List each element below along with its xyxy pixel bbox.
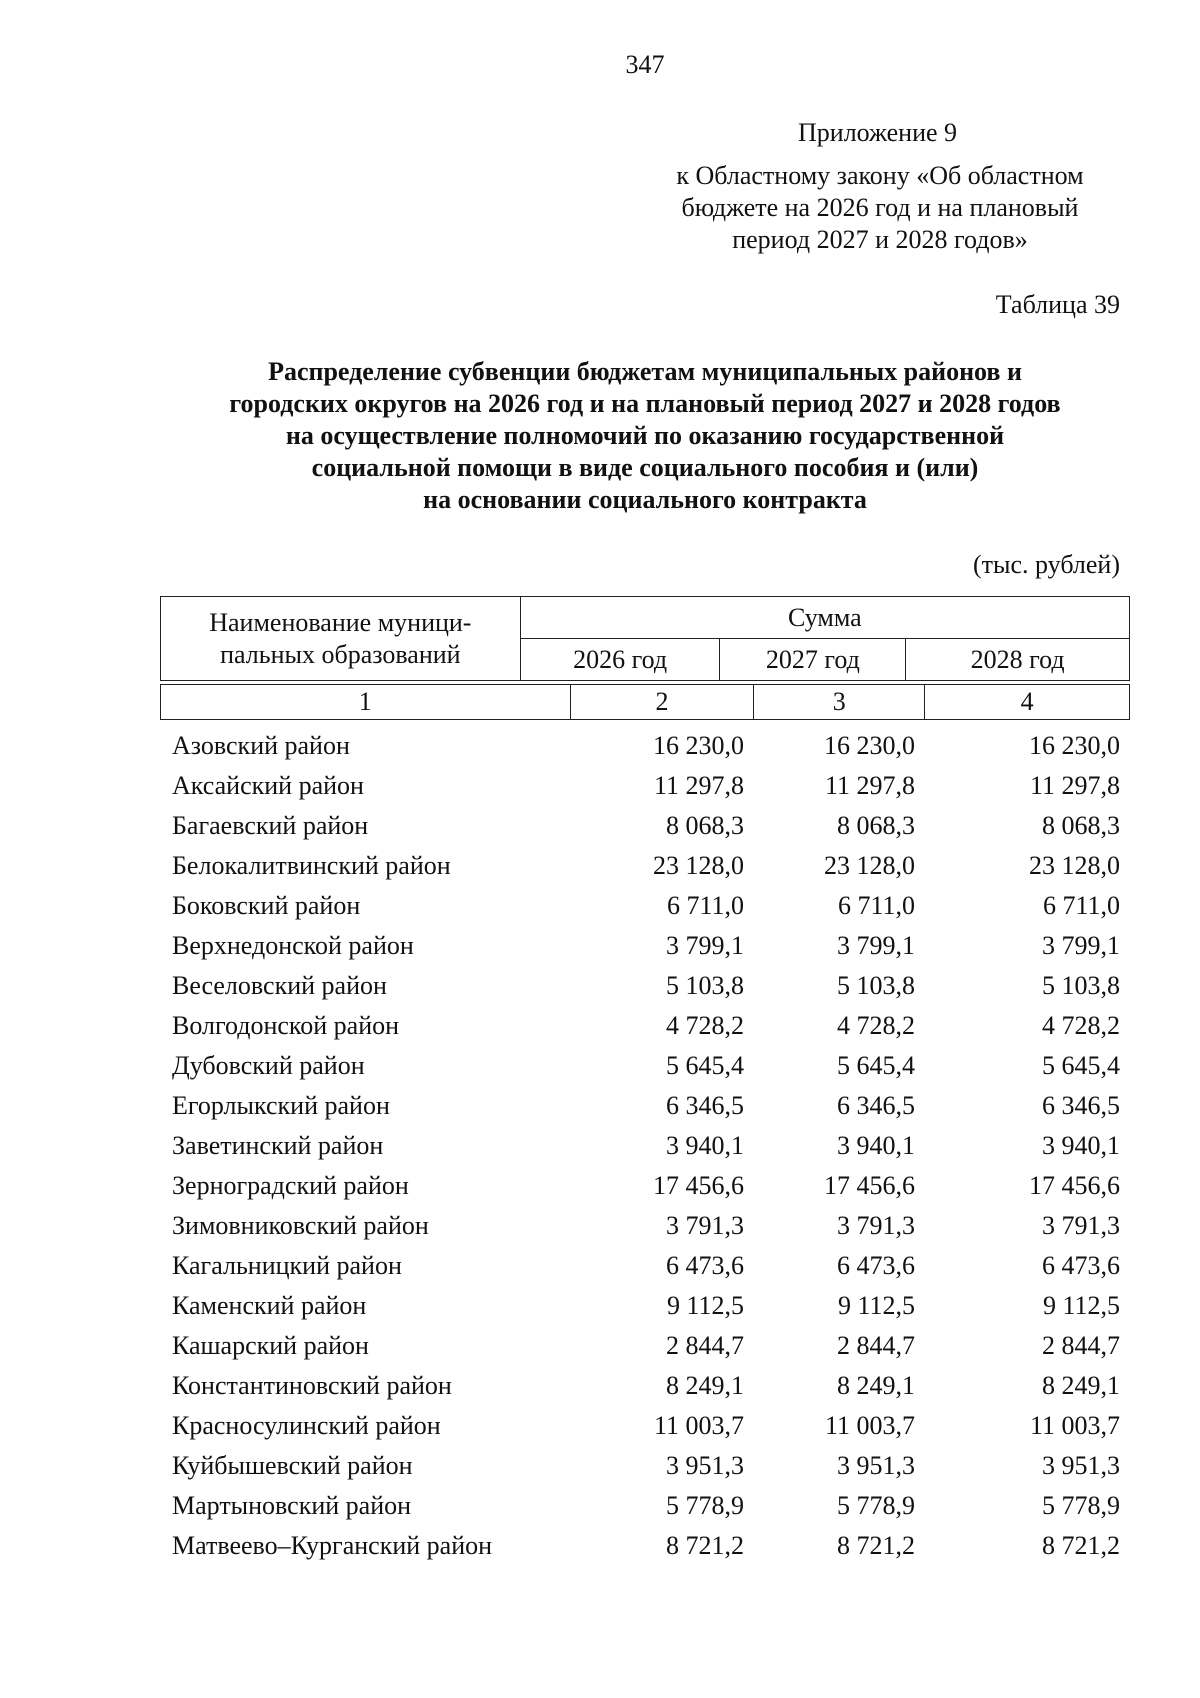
- value-2027: 9 112,5: [837, 1291, 915, 1320]
- header-year-2028: 2028 год: [906, 639, 1130, 681]
- district-name: Заветинский район: [172, 1131, 384, 1160]
- table-number: Таблица 39: [995, 290, 1120, 319]
- value-2027: 5 645,4: [837, 1051, 915, 1080]
- district-name: Верхнедонской район: [172, 931, 414, 960]
- value-2027: 8 068,3: [837, 811, 915, 840]
- district-name: Аксайский район: [172, 771, 364, 800]
- value-2027: 3 791,3: [837, 1211, 915, 1240]
- district-name: Азовский район: [172, 731, 350, 760]
- district-name: Каменский район: [172, 1291, 367, 1320]
- value-2028: 6 346,5: [1042, 1091, 1120, 1120]
- table-row: [160, 1166, 1130, 1206]
- district-name: Зерноградский район: [172, 1171, 409, 1200]
- value-2026: 11 297,8: [653, 771, 744, 800]
- value-2027: 16 230,0: [824, 731, 915, 760]
- value-2027: 6 711,0: [837, 891, 915, 920]
- table-row: [160, 806, 1130, 846]
- value-2027: 4 728,2: [837, 1011, 915, 1040]
- value-2027: 2 844,7: [837, 1331, 915, 1360]
- value-2026: 17 456,6: [653, 1171, 744, 1200]
- law-reference-line: к Областному закону «Об областном: [676, 161, 1084, 190]
- table-row: [160, 1366, 1130, 1406]
- district-name: Дубовский район: [172, 1051, 365, 1080]
- value-2026: 3 791,3: [666, 1211, 744, 1240]
- value-2027: 8 721,2: [837, 1531, 915, 1560]
- value-2028: 8 249,1: [1042, 1371, 1120, 1400]
- value-2028: 16 230,0: [1029, 731, 1120, 760]
- value-2026: 9 112,5: [666, 1291, 744, 1320]
- value-2028: 5 778,9: [1042, 1491, 1120, 1520]
- header-name-column: [161, 597, 521, 681]
- value-2026: 16 230,0: [653, 731, 744, 760]
- table-row: [160, 1486, 1130, 1526]
- document-title: [160, 356, 1130, 516]
- value-2028: 6 711,0: [1042, 891, 1120, 920]
- header-year-2027: 2027 год: [720, 639, 906, 681]
- value-2026: 3 940,1: [666, 1131, 744, 1160]
- table-row: [160, 1046, 1130, 1086]
- value-2027: 8 249,1: [837, 1371, 915, 1400]
- table-row: [160, 1006, 1130, 1046]
- table-row: [160, 1246, 1130, 1286]
- value-2027: 6 346,5: [837, 1091, 915, 1120]
- value-2028: 4 728,2: [1042, 1011, 1120, 1040]
- units-label: (тыс. рублей): [972, 550, 1120, 579]
- value-2026: 4 728,2: [666, 1011, 744, 1040]
- table-row: [160, 1406, 1130, 1446]
- value-2026: 8 721,2: [666, 1531, 744, 1560]
- table-row: [160, 726, 1130, 766]
- value-2026: 5 103,8: [666, 971, 744, 1000]
- district-name: Красносулинский район: [172, 1411, 441, 1440]
- column-numbers: [160, 684, 1130, 720]
- value-2028: 8 068,3: [1042, 811, 1120, 840]
- value-2026: 23 128,0: [653, 851, 744, 880]
- value-2027: 3 940,1: [837, 1131, 915, 1160]
- header-sum: Сумма: [520, 597, 1129, 639]
- value-2028: 23 128,0: [1029, 851, 1120, 880]
- district-name: Волгодонской район: [172, 1011, 400, 1040]
- column-number: 2: [570, 685, 754, 720]
- table-row: [160, 1126, 1130, 1166]
- table-header: [160, 596, 1130, 681]
- law-reference-line: период 2027 и 2028 годов»: [732, 225, 1028, 254]
- table-row: [160, 846, 1130, 886]
- district-name: Белокалитвинский район: [172, 851, 451, 880]
- value-2026: 5 645,4: [666, 1051, 744, 1080]
- data-table: [160, 726, 1130, 1566]
- title-line: на осуществление полномочий по оказанию государственной: [285, 421, 1005, 450]
- value-2028: 11 003,7: [1029, 1411, 1120, 1440]
- value-2027: 3 799,1: [837, 931, 915, 960]
- value-2026: 2 844,7: [666, 1331, 744, 1360]
- table-row: [160, 1086, 1130, 1126]
- header-year-2026: 2026 год: [520, 639, 720, 681]
- value-2027: 17 456,6: [824, 1171, 915, 1200]
- table-row: [160, 886, 1130, 926]
- value-2026: 6 346,5: [666, 1091, 744, 1120]
- value-2027: 6 473,6: [837, 1251, 915, 1280]
- district-name: Константиновский район: [172, 1371, 452, 1400]
- value-2028: 2 844,7: [1042, 1331, 1120, 1360]
- header-name-line: Наименование муници-: [209, 607, 472, 637]
- value-2026: 8 068,3: [666, 811, 744, 840]
- column-number: 4: [925, 685, 1130, 720]
- value-2028: 6 473,6: [1042, 1251, 1120, 1280]
- district-name: Матвеево–Курганский район: [172, 1531, 493, 1560]
- district-name: Егорлыкский район: [172, 1091, 390, 1120]
- value-2026: 8 249,1: [666, 1371, 744, 1400]
- value-2028: 5 645,4: [1042, 1051, 1120, 1080]
- value-2026: 6 473,6: [666, 1251, 744, 1280]
- value-2027: 5 778,9: [837, 1491, 915, 1520]
- law-reference-line: бюджете на 2026 год и на плановый: [681, 193, 1079, 222]
- value-2028: 3 799,1: [1042, 931, 1120, 960]
- title-line: социальной помощи в виде социального пособия и (или): [311, 453, 979, 482]
- district-name: Веселовский район: [172, 971, 387, 1000]
- table-row: [160, 766, 1130, 806]
- district-name: Кагальницкий район: [172, 1251, 402, 1280]
- district-name: Кашарский район: [172, 1331, 369, 1360]
- value-2028: 5 103,8: [1042, 971, 1120, 1000]
- table-row: [160, 1326, 1130, 1366]
- value-2027: 11 297,8: [824, 771, 915, 800]
- table-row: [160, 1206, 1130, 1246]
- value-2028: 11 297,8: [1029, 771, 1120, 800]
- value-2026: 11 003,7: [653, 1411, 744, 1440]
- value-2028: 3 940,1: [1042, 1131, 1120, 1160]
- value-2027: 5 103,8: [837, 971, 915, 1000]
- appendix-label: Приложение 9: [798, 118, 958, 147]
- value-2028: 3 791,3: [1042, 1211, 1120, 1240]
- table-row: [160, 1446, 1130, 1486]
- value-2028: 17 456,6: [1029, 1171, 1120, 1200]
- value-2026: 5 778,9: [666, 1491, 744, 1520]
- column-number: 3: [754, 685, 925, 720]
- district-name: Боковский район: [172, 891, 361, 920]
- table-row: [160, 926, 1130, 966]
- title-line: Распределение субвенции бюджетам муниципальных районов и: [268, 357, 1022, 386]
- value-2028: 3 951,3: [1042, 1451, 1120, 1480]
- value-2027: 3 951,3: [837, 1451, 915, 1480]
- value-2026: 3 799,1: [666, 931, 744, 960]
- district-name: Багаевский район: [172, 811, 369, 840]
- value-2028: 9 112,5: [1042, 1291, 1120, 1320]
- district-name: Мартыновский район: [172, 1491, 412, 1520]
- value-2026: 6 711,0: [666, 891, 744, 920]
- table-row: [160, 966, 1130, 1006]
- table-row: [160, 1286, 1130, 1326]
- header-name-line: пальных образований: [220, 639, 461, 669]
- district-name: Зимовниковский район: [172, 1211, 429, 1240]
- page-number: 347: [625, 50, 665, 79]
- value-2027: 23 128,0: [824, 851, 915, 880]
- title-line: городских округов на 2026 год и на плановый период 2027 и 2028 годов: [229, 389, 1061, 418]
- title-line: на основании социального контракта: [423, 485, 867, 514]
- value-2026: 3 951,3: [666, 1451, 744, 1480]
- value-2028: 8 721,2: [1042, 1531, 1120, 1560]
- value-2027: 11 003,7: [824, 1411, 915, 1440]
- law-reference: [630, 160, 1130, 256]
- table-row: [160, 1526, 1130, 1566]
- column-number: 1: [161, 685, 571, 720]
- district-name: Куйбышевский район: [172, 1451, 413, 1480]
